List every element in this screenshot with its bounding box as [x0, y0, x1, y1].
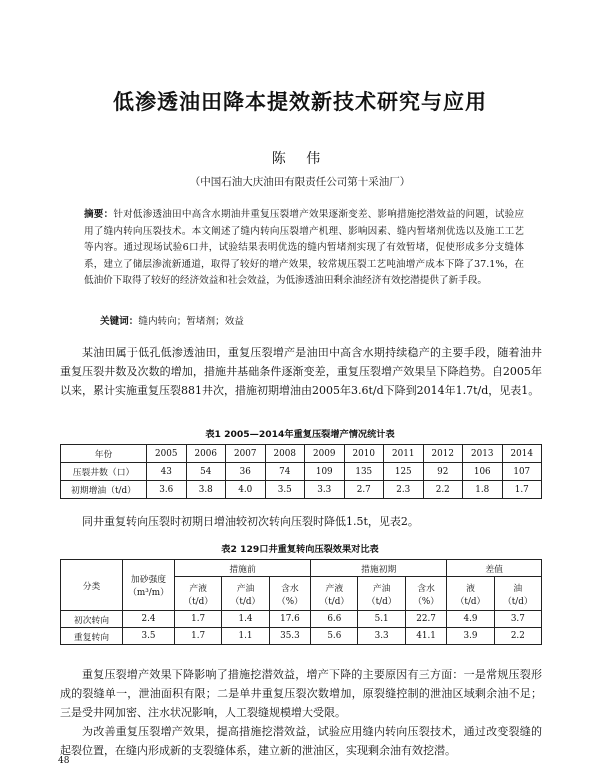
table-cell: 3.3 — [358, 628, 405, 645]
table-header-cell: 分类 — [61, 560, 123, 611]
table-cell: 5.1 — [358, 611, 405, 628]
table1 — [60, 444, 542, 499]
table-cell: 36 — [226, 463, 266, 481]
table-cell: 92 — [423, 463, 463, 481]
table-cell: 压裂井数（口） — [61, 463, 147, 481]
table-cell: 2.4 — [123, 611, 175, 628]
table-cell: 4.9 — [447, 611, 494, 628]
table-cell: 2008 — [265, 445, 305, 463]
table-cell: 初期增油（t/d） — [61, 481, 147, 499]
table-cell: 2007 — [226, 445, 266, 463]
affiliation: （中国石油大庆油田有限责任公司第十采油厂） — [189, 176, 411, 188]
table-row — [61, 463, 542, 481]
table-cell: 重复转向 — [61, 628, 123, 645]
table-cell: 109 — [305, 463, 345, 481]
table1-caption: 表1 2005—2014年重复压裂增产情况统计表 — [205, 429, 395, 440]
table-cell: 41.1 — [405, 628, 447, 645]
table-cell: 2.7 — [344, 481, 384, 499]
table-cell: 125 — [384, 463, 424, 481]
abstract-label: 摘要： — [84, 209, 114, 220]
table2-caption: 表2 129口井重复转向压裂效果对比表 — [221, 544, 379, 555]
table-cell: 135 — [344, 463, 384, 481]
table-cell: 3.5 — [123, 628, 175, 645]
table-cell: 2012 — [423, 445, 463, 463]
table-cell: 1.7 — [175, 611, 222, 628]
table-header-cell: 产液 （t/d） — [175, 577, 222, 611]
table-cell: 1.7 — [175, 628, 222, 645]
keywords — [100, 313, 244, 327]
table-cell: 22.7 — [405, 611, 447, 628]
table2 — [60, 559, 542, 645]
table-header-row — [61, 560, 542, 577]
table-cell: 1.1 — [222, 628, 269, 645]
table-cell: 初次转向 — [61, 611, 123, 628]
table-header-cell: 产液 （t/d） — [311, 577, 358, 611]
table-cell: 35.3 — [269, 628, 311, 645]
paper-title: 低渗透油田降本提效新技术研究与应用 — [113, 90, 487, 114]
table-cell: 2013 — [463, 445, 503, 463]
table-header-cell: 含水 （%） — [269, 577, 311, 611]
table-cell: 106 — [463, 463, 503, 481]
paragraph-1: 某油田属于低孔低渗透油田，重复压裂增产是油田中高含水期持续稳产的主要手段，随着油井重复压裂井数及次数的增加，措施井基础条件逐渐变差，重复压裂增产效果呈下降趋势。自2005年以来，累计实施重复压裂881井次，措施初期增油由2005年3.6t/d下降到2014年1.7t/d，见表1。 — [60, 346, 542, 397]
table-cell: 年份 — [61, 445, 147, 463]
table-row — [61, 611, 542, 628]
table-cell: 2010 — [344, 445, 384, 463]
table-header-cell: 差值 — [447, 560, 542, 577]
table-cell: 43 — [147, 463, 187, 481]
abstract — [84, 207, 524, 290]
abstract-text: 针对低渗透油田中高含水期油井重复压裂增产效果逐渐变差、影响措施挖潜效益的问题，试验应用了缝内转向压裂技术。本文阐述了缝内转向压裂增产机理、影响因素、缝内暂堵剂优选以及施工工艺等内容。通过现场试验6口井，试验结果表明优选的缝内暂堵剂实现了有效暂堵，促使形成多分支缝体系，建立了储层渗流新通道，取得了较好的增产效果，较常规压裂工艺吨油增产成本下降了37.1%，在低油价下取得了较好的经济效益和社会效益，为低渗透油田剩余油经济有效挖潜提供了新手段。 — [84, 209, 525, 287]
table-cell: 3.9 — [447, 628, 494, 645]
author: 陈 伟 — [271, 151, 329, 167]
table-cell: 2009 — [305, 445, 345, 463]
keywords-text: 缝内转向；暂堵剂；效益 — [138, 316, 244, 327]
table-cell: 74 — [265, 463, 305, 481]
table-cell: 2011 — [384, 445, 424, 463]
table-cell: 2014 — [502, 445, 542, 463]
table-cell: 54 — [186, 463, 226, 481]
table-row — [61, 628, 542, 645]
table-header-cell: 产油 （t/d） — [222, 577, 269, 611]
table-cell: 2005 — [147, 445, 187, 463]
table-cell: 1.4 — [222, 611, 269, 628]
table-row — [61, 445, 542, 463]
paragraph-4: 为改善重复压裂增产效果，提高措施挖潜效益，试验应用缝内转向压裂技术，通过改变裂缝的起裂位置，在缝内形成新的支裂缝体系，建立新的泄油区，实现剩余油有效挖潜。 — [60, 725, 542, 757]
intensity-unit: （m³/m） — [128, 588, 169, 598]
paragraph-2: 同井重复转向压裂时初期日增油较初次转向压裂时降低1.5t，见表2。 — [82, 515, 419, 528]
table-cell: 2.3 — [384, 481, 424, 499]
table-cell: 3.6 — [147, 481, 187, 499]
page-number: 48 — [58, 756, 70, 766]
table-cell: 2.2 — [494, 628, 541, 645]
table-cell: 1.8 — [463, 481, 503, 499]
table-header-cell: 油 （t/d） — [494, 577, 541, 611]
table-header-cell: 产油 （t/d） — [358, 577, 405, 611]
table-cell: 2006 — [186, 445, 226, 463]
paragraph-3: 重复压裂增产效果下降影响了措施挖潜效益，增产下降的主要原因有三方面：一是常规压裂形成的裂缝单一，泄油面积有限；二是单井重复压裂次数增加，原裂缝控制的泄油区域剩余油不足；三是受井网加密、注水状况影响，人工裂缝规模增大受限。 — [60, 668, 542, 719]
table-cell: 3.5 — [265, 481, 305, 499]
table-cell: 107 — [502, 463, 542, 481]
intensity-label: 加砂强度 — [130, 575, 167, 585]
table-cell: 1.7 — [502, 481, 542, 499]
table-header-cell — [123, 560, 175, 611]
table-row — [61, 481, 542, 499]
table-cell: 5.6 — [311, 628, 358, 645]
table-header-cell: 含水 （%） — [405, 577, 447, 611]
table-header-cell: 措施初期 — [311, 560, 447, 577]
keywords-label: 关键词： — [100, 316, 139, 327]
table-cell: 3.3 — [305, 481, 345, 499]
table-header-cell: 液 （t/d） — [447, 577, 494, 611]
table-cell: 3.7 — [494, 611, 541, 628]
table-cell: 6.6 — [311, 611, 358, 628]
table-cell: 2.2 — [423, 481, 463, 499]
table-header-cell: 措施前 — [175, 560, 311, 577]
table-cell: 4.0 — [226, 481, 266, 499]
table-cell: 3.8 — [186, 481, 226, 499]
table-cell: 17.6 — [269, 611, 311, 628]
